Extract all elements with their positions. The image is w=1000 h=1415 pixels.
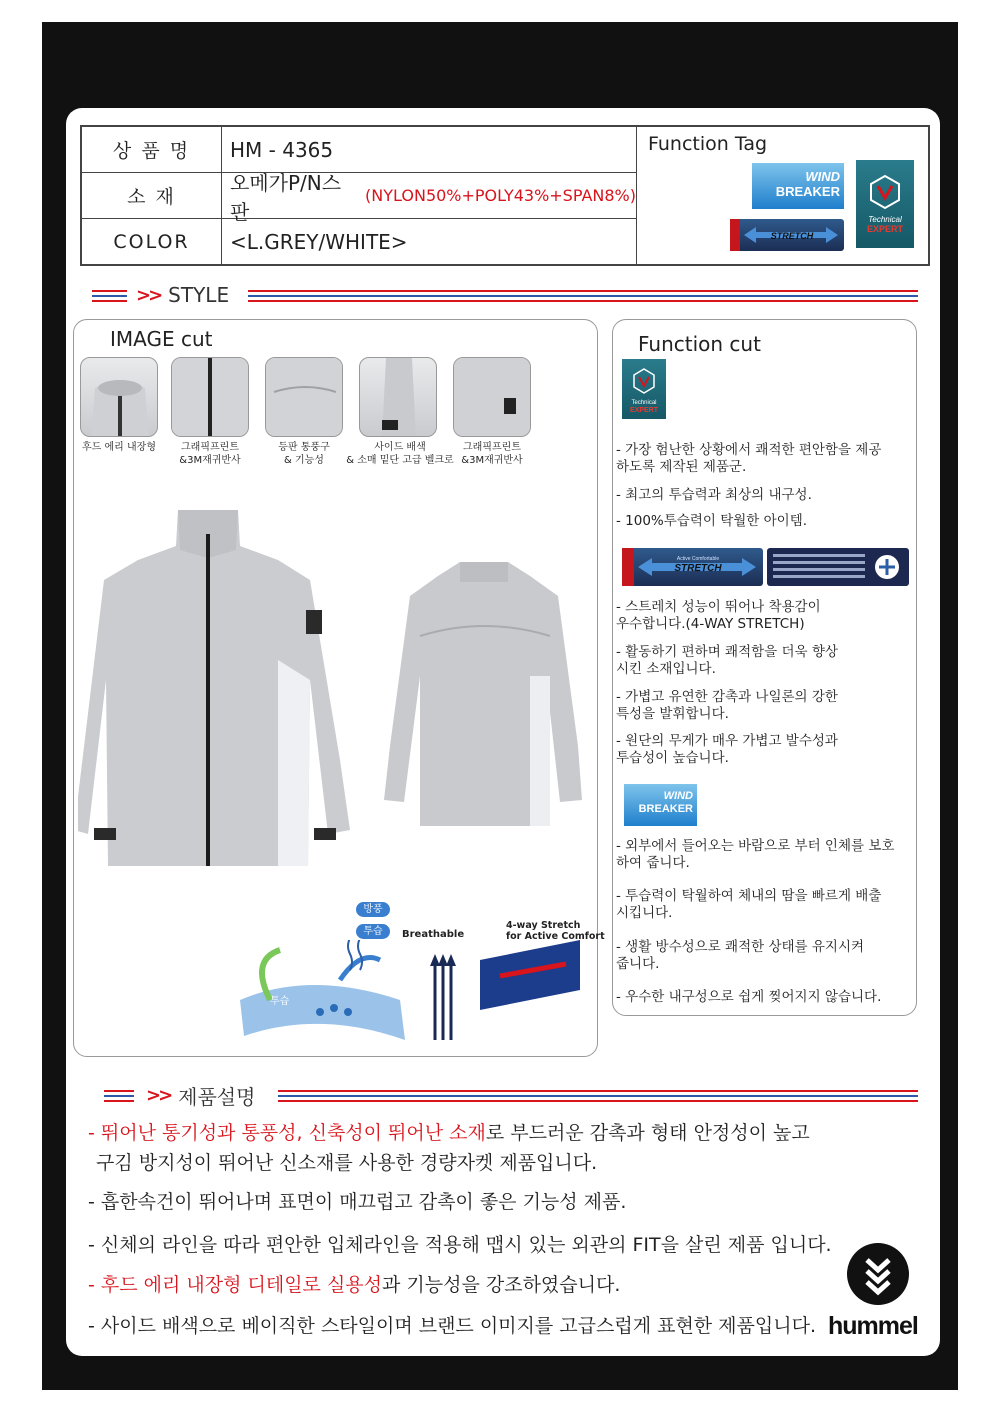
function-bullet-2-4: - 원단의 무게가 매우 가볍고 발수성과 투습성이 높습니다. — [616, 733, 838, 766]
breath-badge: 투습 — [356, 924, 390, 939]
function-bullet-3-3: - 생활 방수성으로 쾌적한 상태를 유지시켜 줍니다. — [616, 939, 865, 972]
jacket-front-image — [78, 500, 358, 870]
stretch-tag — [730, 219, 844, 251]
function-stretch-arrow-icon — [622, 548, 763, 586]
style-header-lines-right — [248, 290, 918, 304]
spec-material-label: 소 재 — [82, 173, 222, 218]
expert-shield-icon-small — [622, 359, 666, 419]
tag-stretch-text: STRETCH — [770, 231, 814, 241]
spec-table — [80, 125, 930, 266]
function-tag-title: Function Tag — [648, 133, 768, 155]
breathable-arrows-icon — [430, 954, 456, 1040]
wind-text: WIND — [805, 169, 840, 184]
small-tag-expert-text: EXPERT — [629, 407, 659, 414]
function-bullet-2-3: - 가볍고 유연한 감촉과 나일론의 강한 특성을 발휘합니다. — [616, 689, 838, 722]
double-chevron-icon-2: >> — [146, 1085, 171, 1106]
desc-line-3: - 신체의 라인을 따라 편안한 입체라인을 적용해 맵시 있는 외관의 FIT을 살린 제품 입니다. — [88, 1234, 832, 1256]
breaker-text: BREAKER — [775, 184, 840, 199]
expert-shield-icon — [856, 160, 914, 248]
tag-technical-text: Technical — [868, 215, 902, 224]
double-chevron-icon: >> — [136, 284, 161, 306]
small-tag-technical-text: Technical — [631, 400, 657, 406]
thumb-caption-4: 사이드 배색 & 소매 밑단 고급 벨크로 — [346, 442, 454, 466]
function-expert-tag — [622, 359, 666, 419]
desc-line-1 — [88, 1121, 810, 1145]
function-wind-breaker-tag — [624, 784, 697, 826]
windproof-badge: 방풍 — [356, 902, 390, 917]
stretch-arrow-icon — [730, 219, 844, 251]
function-bullet-1-3: - 100%투습력이 탁월한 아이템. — [616, 513, 808, 529]
function-bullet-2-2: - 활동하기 편하며 쾌적함을 더욱 향상 시킨 소재입니다. — [616, 644, 838, 677]
thumb-caption-3: 등판 통풍구 & 기능성 — [278, 442, 330, 466]
spec-color-label: COLOR — [82, 219, 222, 264]
desc-header-lines-right — [278, 1090, 918, 1104]
desc-title: 제품설명 — [178, 1085, 256, 1109]
spec-color-value: <L.GREY/WHITE> — [230, 229, 408, 254]
wind-breaker-tag — [752, 163, 844, 209]
desc-line-4 — [88, 1273, 620, 1297]
thumb-sleeve-print — [453, 357, 531, 437]
spec-name-value: HM - 4365 — [230, 137, 334, 162]
jacket-back-image — [380, 556, 585, 826]
fabric-diagram — [230, 940, 590, 1050]
style-title: STYLE — [168, 283, 230, 307]
function-tag-stretch-text: STRETCH — [674, 563, 722, 574]
style-header-lines-left — [92, 290, 127, 304]
spec-row-material — [82, 170, 636, 224]
image-cut-title: IMAGE cut — [110, 327, 213, 351]
function-bullet-1-1: - 가장 험난한 상황에서 쾌적한 편안함을 제공 하도록 제작된 제품군. — [616, 442, 882, 475]
thumb-graphic-print — [171, 357, 249, 437]
desc-line-5: - 사이드 배색으로 베이직한 스타일이며 브랜드 이미지를 고급스럽게 표현한 제품입니다. — [88, 1315, 816, 1337]
stretch-label-line2: for Active Comfort — [506, 931, 605, 942]
desc-header-lines-left — [104, 1090, 134, 1104]
thumb-side-sleeve — [359, 357, 437, 437]
function-bullet-2-1: - 스트레치 성능이 뛰어나 착용감이 우수합니다.(4-WAY STRETCH) — [616, 599, 821, 632]
function-cut-title: Function cut — [638, 332, 761, 356]
tag-expert-text: EXPERT — [866, 224, 904, 234]
hummel-logo-icon — [838, 1242, 918, 1306]
breathable-label: Breathable — [402, 929, 465, 940]
function-tag-active-text: Active Comfortable — [676, 556, 720, 562]
spec-row-color — [82, 219, 636, 264]
thumb-caption-5: 그래픽프린트 &3M재귀반사 — [461, 442, 523, 466]
spec-name-label: 상 품 명 — [82, 127, 222, 172]
spec-divider — [636, 127, 637, 264]
desc-line-4-highlight: - 후드 에리 내장형 디테일로 실용성 — [88, 1274, 383, 1296]
function-bullet-3-2: - 투습력이 탁월하여 체내의 땀을 빠르게 배출 시킵니다. — [616, 888, 882, 921]
stretch-label-line1: 4-way Stretch — [506, 920, 581, 931]
thumb-caption-1: 후드 에리 내장형 — [82, 442, 156, 453]
desc-line-1-highlight: - 뛰어난 통기성과 통풍성, 신축성이 뛰어난 소재 — [88, 1122, 486, 1144]
thumb-caption-2: 그래픽프린트 &3M재귀반사 — [179, 442, 241, 466]
desc-header — [146, 1081, 255, 1110]
function-bullet-3-1: - 외부에서 들어오는 바람으로 부터 인체를 보호 하여 줍니다. — [616, 838, 895, 871]
spec-material-value — [230, 170, 636, 224]
stretch-diagram-label — [506, 920, 605, 942]
stretch-info-card — [767, 548, 909, 586]
function-bullet-3-4: - 우수한 내구성으로 쉽게 찢어지지 않습니다. — [616, 989, 882, 1005]
thumb-back-vent — [265, 357, 343, 437]
hummel-wordmark: hummel — [828, 1312, 918, 1340]
diagram-breath-text: 투습 — [270, 996, 290, 1007]
style-header — [136, 283, 229, 307]
technical-expert-tag — [856, 160, 914, 248]
function-bullet-1-2: - 최고의 투습력과 최상의 내구성. — [616, 487, 812, 503]
desc-line-4-rest: 과 기능성을 강조하였습니다. — [382, 1274, 621, 1296]
desc-line-2: - 흡한속건이 뛰어나며 표면이 매끄럽고 감촉이 좋은 기능성 제품. — [88, 1191, 627, 1213]
desc-line-1-rest: 로 부드러운 감촉과 형태 안정성이 높고 — [485, 1122, 810, 1144]
function-wind-text: WIND — [663, 790, 693, 802]
material-name: 오메가P/N스판 — [230, 170, 342, 224]
function-stretch-tag — [622, 548, 763, 586]
desc-line-1b: 구김 방지성이 뛰어난 신소재를 사용한 경량자켓 제품입니다. — [96, 1152, 598, 1174]
material-detail: (NYLON50%+POLY43%+SPAN8%) — [365, 186, 636, 205]
thumb-hood-collar — [80, 357, 158, 437]
function-breaker-text: BREAKER — [638, 803, 693, 815]
